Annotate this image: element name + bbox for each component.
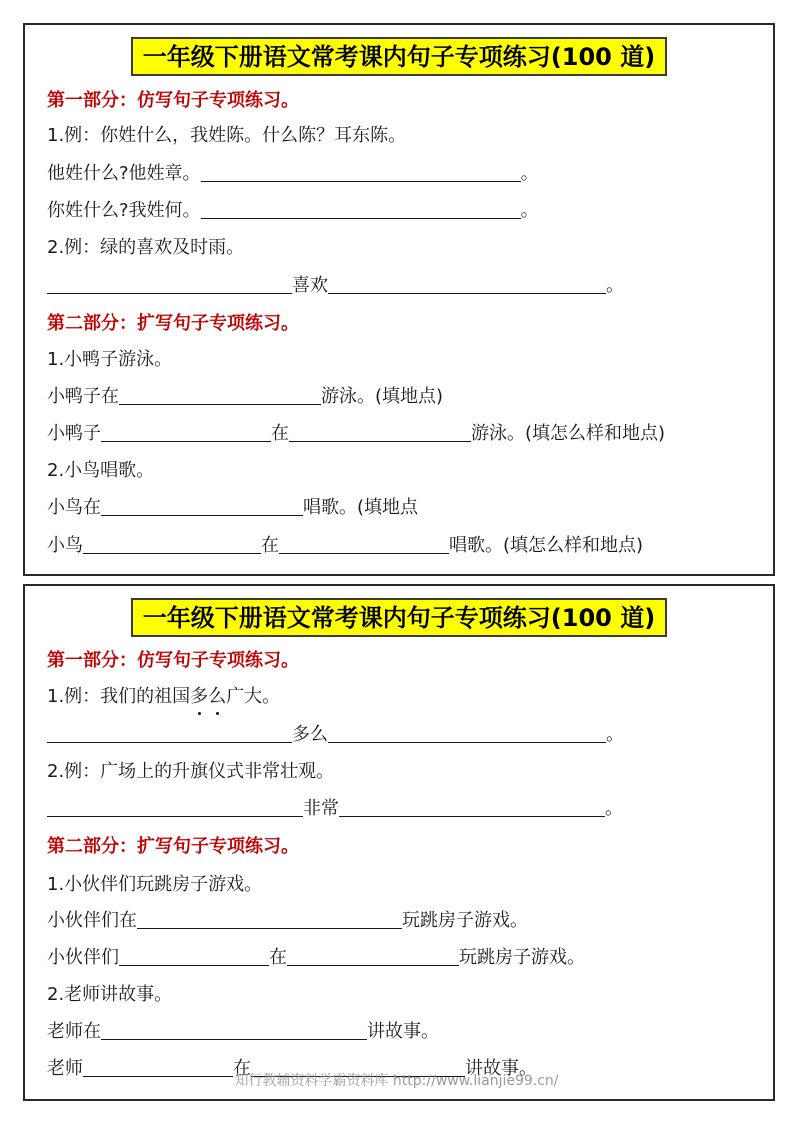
exercise-line <box>47 422 665 446</box>
q1-prompt: 1.小伙伴们玩跳房子游戏。 <box>47 874 263 895</box>
emphasis-char: 么 <box>208 686 227 707</box>
worksheet-card-2 <box>23 584 775 1101</box>
line-text: 在 <box>233 1058 251 1079</box>
line-text: 老师在 <box>47 1021 101 1042</box>
exercise-line <box>47 162 539 186</box>
part1-heading: 第一部分：仿写句子专项练习。 <box>47 90 299 111</box>
line-text: 在 <box>269 947 287 968</box>
line-text: 广大。 <box>226 686 281 707</box>
emphasis-char: 多 <box>190 686 209 707</box>
q1-example <box>47 685 280 709</box>
answer-blank[interactable] <box>119 385 321 405</box>
exercise-line <box>47 496 418 520</box>
line-text: 小鸭子 <box>47 423 101 444</box>
line-text: 小伙伴们在 <box>47 910 137 931</box>
period: 。 <box>606 724 624 745</box>
exercise-line <box>47 274 624 298</box>
q2-example: 2.例：绿的喜欢及时雨。 <box>47 237 245 258</box>
q2-prompt: 2.老师讲故事。 <box>47 984 173 1005</box>
part1-heading: 第一部分：仿写句子专项练习。 <box>47 650 299 671</box>
line-text: 多么 <box>292 724 328 745</box>
q2-example: 2.例：广场上的升旗仪式非常壮观。 <box>47 761 335 782</box>
answer-blank[interactable] <box>101 1020 367 1040</box>
line-text: 玩跳房子游戏。 <box>459 947 585 968</box>
answer-blank[interactable] <box>201 162 521 182</box>
exercise-line <box>47 797 623 821</box>
period: 。 <box>605 798 623 819</box>
line-text: 玩跳房子游戏。 <box>402 910 528 931</box>
q1-example: 1.例：你姓什么，我姓陈。什么陈？耳东陈。 <box>47 125 407 146</box>
answer-blank[interactable] <box>328 274 606 294</box>
watermark: 知行教辅资料学霸资料库 http://www.lianjie99.cn/ <box>234 1073 559 1089</box>
answer-blank[interactable] <box>287 946 459 966</box>
answer-blank[interactable] <box>328 723 606 743</box>
exercise-line <box>47 385 443 409</box>
answer-blank[interactable] <box>201 199 521 219</box>
line-text: 在 <box>261 535 279 556</box>
line-text: 小鸭子在 <box>47 386 119 407</box>
answer-blank[interactable] <box>137 909 402 929</box>
line-text: 1.例：我们的祖国 <box>47 686 191 707</box>
answer-blank[interactable] <box>101 422 271 442</box>
exercise-line <box>47 1020 439 1044</box>
answer-blank[interactable] <box>339 797 605 817</box>
line-text: 非常 <box>303 798 339 819</box>
part2-heading: 第二部分：扩写句子专项练习。 <box>47 313 299 334</box>
q1-prompt: 1.小鸭子游泳。 <box>47 349 173 370</box>
line-text: 喜欢 <box>292 275 328 296</box>
line-text: 老师 <box>47 1058 83 1079</box>
line-text: 游泳。(填怎么样和地点) <box>471 423 666 444</box>
line-text: 讲故事。 <box>465 1058 537 1079</box>
answer-blank[interactable] <box>47 274 292 294</box>
line-text: 唱歌。(填怎么样和地点) <box>449 535 644 556</box>
q2-prompt: 2.小鸟唱歌。 <box>47 460 155 481</box>
period: 。 <box>520 200 539 221</box>
line-text: 小鸟在 <box>47 497 101 518</box>
answer-blank[interactable] <box>47 797 303 817</box>
answer-blank[interactable] <box>119 946 269 966</box>
period: 。 <box>606 275 624 296</box>
period: 。 <box>520 163 539 184</box>
line-text: 小鸟 <box>47 535 83 556</box>
worksheet-title: 一年级下册语文常考课内句子专项练习(100 道) <box>131 598 667 637</box>
line-text: 唱歌。(填地点 <box>303 497 419 518</box>
line-text: 游泳。(填地点) <box>321 386 444 407</box>
answer-blank[interactable] <box>289 422 471 442</box>
line-text: 讲故事。 <box>367 1021 439 1042</box>
line-text: 他姓什么?他姓章。 <box>47 163 201 184</box>
exercise-line <box>47 946 585 970</box>
answer-blank[interactable] <box>47 723 292 743</box>
title-wrap <box>25 598 773 637</box>
exercise-line <box>47 909 528 933</box>
worksheet-title: 一年级下册语文常考课内句子专项练习(100 道) <box>131 37 667 76</box>
line-text: 小伙伴们 <box>47 947 119 968</box>
line-text: 在 <box>271 423 289 444</box>
answer-blank[interactable] <box>279 534 449 554</box>
title-wrap <box>25 37 773 76</box>
exercise-line <box>47 199 539 223</box>
exercise-line <box>47 723 624 747</box>
part2-heading: 第二部分：扩写句子专项练习。 <box>47 836 299 857</box>
answer-blank[interactable] <box>101 496 303 516</box>
exercise-line <box>47 534 643 558</box>
line-text: 你姓什么?我姓何。 <box>47 200 201 221</box>
answer-blank[interactable] <box>83 534 261 554</box>
worksheet-card-1 <box>23 23 775 576</box>
